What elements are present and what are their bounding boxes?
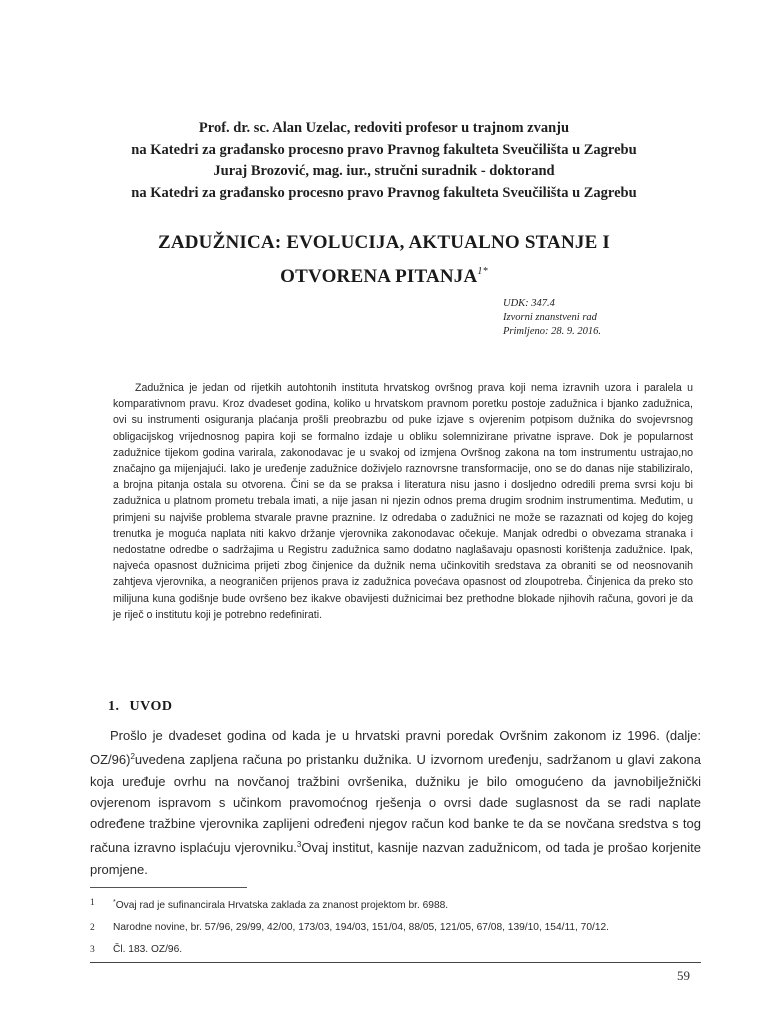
footnote-text: Narodne novine, br. 57/96, 29/99, 42/00, 173/03, 194/03, 151/04, 88/05, 121/05, 67/08, 139/10, 154/11, 70/12. bbox=[113, 922, 610, 933]
title-footnote-mark: 1* bbox=[477, 266, 488, 277]
paragraph-1 bbox=[90, 725, 701, 880]
footnotes bbox=[90, 892, 701, 961]
page-number: 59 bbox=[677, 968, 690, 983]
paragraph-text: uvedena zapljena računa po pristanku dužnika. U izvornom uređenju, sadržanom u glavi zakona koja uređuje ovrhu na novčanoj tražbini ovršenika, dužniku je bilo omogućeno da javnobilježnički ovjerenom ispravom s učinkom pravomoćnog rješenja o ovrsi dade suglasnost da se radi naplate određene tražbine vjerovnika zaplijeni određeni njegov račun kod banke te da se novčana sredstva s tog računa izravno isplaćuju vjerovniku. bbox=[90, 752, 701, 856]
footnote-text: Ovaj rad je sufinancirala Hrvatska zaklada za znanost projektom br. 6988. bbox=[115, 900, 449, 911]
abstract bbox=[113, 380, 693, 623]
body-paragraph bbox=[90, 725, 701, 880]
footnote-ref-3[interactable]: 3 bbox=[296, 840, 302, 850]
footnote bbox=[90, 892, 701, 917]
footnote bbox=[90, 939, 701, 961]
footnote-text-wrap bbox=[113, 892, 448, 917]
footnote-separator bbox=[90, 887, 247, 888]
affiliation-line: na Katedri za građansko procesno pravo Pravnog fakulteta Sveučilišta u Zagrebu bbox=[131, 184, 637, 201]
footnote-number: 3 bbox=[90, 945, 95, 955]
affiliation-line: na Katedri za građansko procesno pravo Pravnog fakulteta Sveučilišta u Zagrebu bbox=[131, 141, 637, 158]
title-line-2-text: OTVORENA PITANJA bbox=[280, 266, 478, 287]
footnote-number: 1 bbox=[90, 898, 95, 908]
paragraph-text: Ovaj institut, kasnije nazvan zadužnicom, od tada je prošao korjenite promjene. bbox=[90, 840, 701, 877]
title-line-1: ZADUŽNICA: EVOLUCIJA, AKTUALNO STANJE I bbox=[157, 232, 611, 253]
abstract-text: Zadužnica je jedan od rijetkih autohtonih instituta hrvatskog ovršnog prava koji nema izravnih uzora i paralela u komparativnom pravu. Kroz dvadeset godina, koliko u hrvatskom pravnom poretku postoje zadužnica i bjanko zadužnica, ovi su instrumenti osiguranja plaćanja prošli preobrazbu od puke izjave s ovjerenim potpisom dužnika do svojevrsnog obligacijskog vrijednosnog papira koji se formalno izdaje u obliku solemnizirane privatne isprave. Dok je popularnost zadužnice tijekom godina varirala, zakonodavac je u svakoj od izmjena Ovršnog zakona na tom instrumentu ustrajao,no značajno ga mijenjajući. Iako je uređenje zadužnice doživjelo raznovrsne transformacije, ono se do danas nije stabiliziralo, a brojna pitanja ostala su otvorena. Čini se da se praksa i literatura nisu jasno i dosljedno odredili prema svrsi koju bi zadužnica u platnom prometu trebala imati, a nije jasan ni njezin odnos prema drugim srodnim instrumentima. Međutim, u primjeni su najviše problema stvarale pravne praznine. Iz odredaba o zadužnici ne može se razaznati od kojeg do kojeg trenutka je moguća naplata niti kakvo držanje vjerovnika zakonodavac očekuje. Manjak odredbi o obvezama stranaka i nedostatne odredbe o sadržajima u Registru zadužnica samo dodatno naglašavaju opasnosti korištenja zadužnice. Ipak, najveća opasnost dužnicima prijeti zbog činjenice da dužnik nema učinkovitih sredstava za obraniti se od neosnovanih zahtjeva vjerovnika, a neograničen prijenos prava iz zadužnica povećava opasnost od zloupotreba. Činjenica da preko sto milijuna kuna godišnje bude ovršeno bez ikakve obavijesti dužnicimai bez prethodne blokade njihovih računa, govori je da je riječ o institutu koji je potrebno redefinirati. bbox=[113, 382, 693, 621]
footnote bbox=[90, 917, 701, 939]
section-heading bbox=[108, 699, 172, 715]
paper-title bbox=[90, 228, 678, 291]
footnote-text: Čl. 183. OZ/96. bbox=[113, 944, 183, 955]
page-footer-rule bbox=[90, 962, 701, 963]
title-line-2 bbox=[90, 257, 678, 291]
footnote-number: 2 bbox=[90, 923, 95, 933]
author-line: Juraj Brozović, mag. iur., stručni suradnik - doktorand bbox=[213, 163, 555, 179]
footnote-ref-2[interactable]: 2 bbox=[130, 752, 135, 762]
article-metadata bbox=[503, 297, 703, 339]
footnote-mark: * bbox=[113, 899, 116, 906]
article-type: Izvorni znanstveni rad bbox=[503, 312, 597, 323]
author-block bbox=[60, 118, 708, 204]
paragraph-text: Prošlo je dvadeset godina od kada je u hrvatski pravni poredak Ovršnim zakonom iz 1996. (dalje: OZ/96) bbox=[90, 728, 701, 768]
section-number: 1. bbox=[108, 699, 120, 714]
udk-code: UDK: 347.4 bbox=[503, 298, 555, 309]
section-title: UVOD bbox=[129, 699, 173, 714]
received-date: Primljeno: 28. 9. 2016. bbox=[503, 326, 601, 337]
author-line: Prof. dr. sc. Alan Uzelac, redoviti profesor u trajnom zvanju bbox=[198, 120, 570, 136]
